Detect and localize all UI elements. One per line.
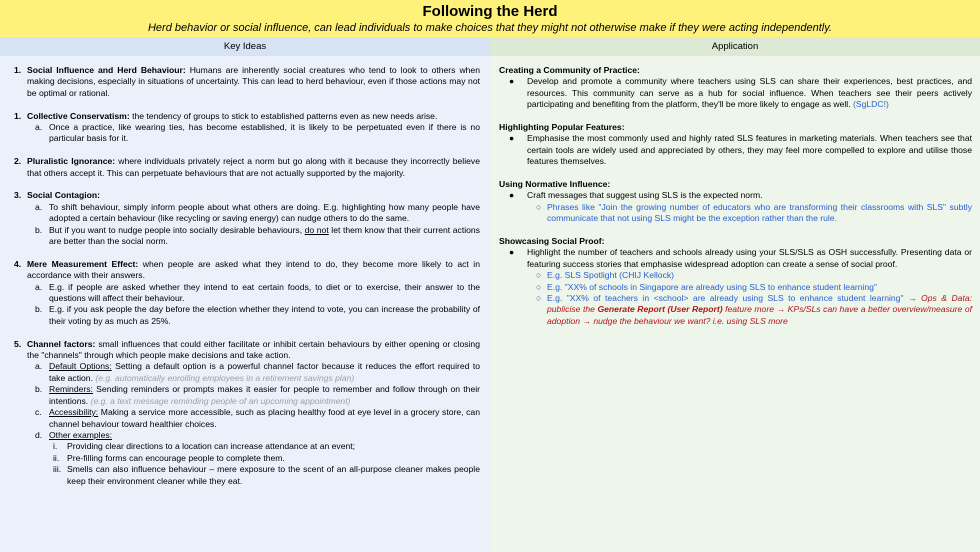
- circle-bullet-text: Phrases like "Join the growing number of educators who are transforming their classrooms with SLS" subtly communicate that not using SLS might be the exception rather than the rule.: [547, 201, 972, 224]
- item-number: 3.: [14, 190, 22, 201]
- sub-item: [27, 384, 480, 407]
- sub-label: Accessibility:: [49, 407, 99, 418]
- circle-bullet-item: [499, 293, 972, 327]
- sub-text: But if you want to nudge people into socially desirable behaviours,: [49, 224, 305, 235]
- sub-marker: d.: [35, 429, 43, 440]
- sub-marker: a.: [35, 281, 43, 292]
- sub-marker: a.: [35, 122, 43, 133]
- section-social-proof: [499, 236, 972, 327]
- sub-text: To shift behaviour, simply inform people about what others are doing. E.g. highlighting how many people have adopted a certain behaviour (like recycling or saving energy) can nudge others to do the same.: [49, 201, 480, 224]
- sub-marker: a.: [35, 201, 43, 212]
- sub-sub-item: [27, 441, 480, 452]
- idea-title: Collective Conservatism:: [27, 110, 130, 121]
- item-number: 5.: [14, 338, 22, 349]
- bullet-item: [499, 76, 972, 110]
- sub-marker: a.: [35, 361, 43, 372]
- section-title: Creating a Community of Practice:: [499, 65, 640, 75]
- idea-text: where individuals privately reject a norm but go along with it because they incorrectly believe that others accept it. This can perpetuate behaviours that are not actually supported by the majority.: [27, 156, 480, 178]
- section-title: Showcasing Social Proof:: [499, 236, 605, 247]
- idea-social-influence: [11, 65, 480, 99]
- sub-item: [27, 430, 480, 441]
- ops-note: → Ops & Data: publicise the: [547, 293, 973, 315]
- sub-sub-item: [27, 453, 480, 464]
- sgldc-link[interactable]: (SgLDC!): [853, 99, 889, 110]
- sub-label: Reminders:: [49, 384, 93, 395]
- sub-item: [27, 202, 480, 225]
- idea-text: when people are asked what they intend to do, they become more likely to act in accordance with their answers.: [27, 258, 480, 281]
- sub-marker: c.: [35, 407, 42, 418]
- sub-marker: b.: [35, 304, 43, 315]
- sub-item: [27, 122, 480, 145]
- sub-marker: b.: [35, 224, 43, 235]
- bullet-item: [499, 133, 972, 167]
- idea-title: Channel factors:: [27, 338, 96, 349]
- example-text: (e.g. automatically enrolling employees in a retirement savings plan): [95, 372, 355, 383]
- circle-bullet-text: E.g. "XX% of schools in Singapore are already using SLS to enhance student learning": [547, 281, 878, 292]
- ops-note-bold: Generate Report (User Report): [597, 304, 723, 315]
- sub-marker: b.: [35, 384, 43, 395]
- idea-social-contagion: [11, 190, 480, 247]
- emphasis-underline: do not: [304, 224, 329, 235]
- circle-bullet-item: [499, 282, 972, 293]
- application-column: [490, 56, 980, 552]
- sub-item: [27, 282, 480, 305]
- item-number: 4.: [14, 258, 22, 269]
- circle-marker: ○: [536, 201, 542, 212]
- header-banner: [0, 0, 980, 37]
- item-number: 2.: [14, 156, 22, 167]
- item-number: 1.: [14, 65, 22, 75]
- idea-text: Humans are inherently social creatures who tend to look to others when making decisions, especially in situations of uncertainty. This can lead to herd behaviour, even if those actions may not be optimal or rational.: [27, 65, 480, 98]
- idea-collective-conservatism: [11, 111, 480, 145]
- sub-text: Setting a default option is a powerful channel factor because it reduces the effort required to take action.: [49, 361, 481, 383]
- circle-marker: ○: [536, 270, 542, 281]
- bullet-marker: ●: [509, 190, 515, 201]
- ops-note: feature more → KPs/SLs can have a better overview/measure of adoption → nudge the behaviour we want? i.e. using SLS more: [547, 304, 972, 326]
- bullet-item: [499, 190, 972, 201]
- sub-label: Default Options:: [49, 361, 112, 372]
- sub-text: Making a service more accessible, such as placing healthy food at eye level in a grocery store, can channel behaviour toward healthier choices.: [49, 407, 480, 429]
- sub-text: Once a practice, like wearing ties, has become established, it is likely to be perpetuated even if there is no particular basis for it.: [49, 122, 480, 144]
- column-header-key-ideas: Key Ideas: [0, 37, 490, 56]
- sub-sub-text: Providing clear directions to a location can increase attendance at an event;: [67, 441, 356, 452]
- sub-item: [27, 225, 480, 248]
- spotlight-link[interactable]: E.g. SLS Spotlight (CHIJ Kellock): [547, 270, 675, 281]
- page-subtitle: Herd behavior or social influence, can lead individuals to make choices that they might not otherwise make if they were acting independently.: [147, 22, 832, 34]
- column-header-application: Application: [490, 37, 980, 56]
- sub-text: let them know that their current actions are better than the social norm.: [49, 224, 480, 247]
- idea-title: Pluralistic Ignorance:: [27, 156, 116, 167]
- section-popular-features: [499, 122, 972, 168]
- bullet-text: Highlight the number of teachers and schools already using your SLS/SLS as OSH successfully. Presenting data or featuring success stories that emphasise widespread adoption can create a sense of social proof.: [527, 247, 972, 269]
- idea-text: the tendency of groups to stick to established patterns even as new needs arise.: [129, 110, 438, 121]
- item-number: 1.: [14, 110, 22, 121]
- idea-title: Social Contagion:: [27, 190, 101, 201]
- sub-sub-item: [27, 464, 480, 487]
- bullet-item: [499, 247, 972, 270]
- sub-sub-text: Pre-filling forms can encourage people to complete them.: [67, 452, 285, 463]
- example-text: (e.g. a text message reminding people of an upcoming appointment): [90, 395, 351, 406]
- sub-sub-text: Smells can also influence behaviour – mere exposure to the scent of an all-purpose cleaner makes people keep their environment cleaner while they eat.: [67, 464, 480, 486]
- sub-item: [27, 304, 480, 327]
- sub-sub-marker: ii.: [53, 452, 60, 463]
- circle-marker: ○: [536, 293, 542, 304]
- sub-label: Other examples:: [49, 429, 113, 440]
- section-community-of-practice: [499, 65, 972, 111]
- circle-bullet-text: E.g. "XX% of teachers in <school> are already using SLS to enhance student learning": [547, 293, 908, 304]
- idea-mere-measurement: [11, 259, 480, 327]
- circle-bullet-item: [499, 270, 972, 281]
- circle-bullet-item: [499, 202, 972, 225]
- sub-item: [27, 361, 480, 384]
- sub-text: E.g. if people are asked whether they intend to eat certain foods, to diet or to exercise, their answer to the questions will affect their behaviour.: [49, 281, 480, 304]
- section-title: Using Normative Influence:: [499, 179, 611, 190]
- idea-title: Social Influence and Herd Behaviour:: [27, 65, 186, 75]
- circle-marker: ○: [536, 281, 542, 292]
- idea-title: Mere Measurement Effect:: [27, 258, 139, 269]
- idea-text: small influences that could either facilitate or inhibit certain behaviours by either opening or closing the "channels" through which people make decisions and take action.: [27, 338, 480, 361]
- sub-sub-marker: i.: [53, 441, 58, 452]
- sub-text: E.g. if you ask people the day before the election whether they intend to vote, you can increase the probability of their voting by as much as 25%.: [49, 304, 480, 326]
- bullet-marker: ●: [509, 76, 515, 87]
- sub-sub-marker: iii.: [53, 464, 62, 475]
- bullet-marker: ●: [509, 133, 515, 144]
- bullet-text: Develop and promote a community where teachers using SLS can share their experiences, best practices, and resources. This community can serve as a hub for social influence. When teachers see their peers actively participating and benefiting from the platform, they'll be more likely to engage as well.: [527, 76, 972, 110]
- bullet-marker: ●: [509, 247, 515, 258]
- section-normative-influence: [499, 179, 972, 225]
- bullet-text: Emphasise the most commonly used and highly rated SLS features in marketing materials. When teachers see that certain tools are widely used and appreciated by others, they may feel more compelled to explore and utilise those features themselves.: [527, 133, 972, 167]
- bullet-text: Craft messages that suggest using SLS is the expected norm.: [527, 190, 763, 201]
- key-ideas-column: [0, 56, 490, 552]
- sub-text: Sending reminders or prompts makes it easier for people to remember and follow through on their intentions.: [49, 384, 480, 406]
- idea-pluralistic-ignorance: [11, 156, 480, 179]
- idea-channel-factors: [11, 339, 480, 487]
- section-title: Highlighting Popular Features:: [499, 122, 625, 133]
- page-title: Following the Herd: [422, 3, 558, 20]
- sub-item: [27, 407, 480, 430]
